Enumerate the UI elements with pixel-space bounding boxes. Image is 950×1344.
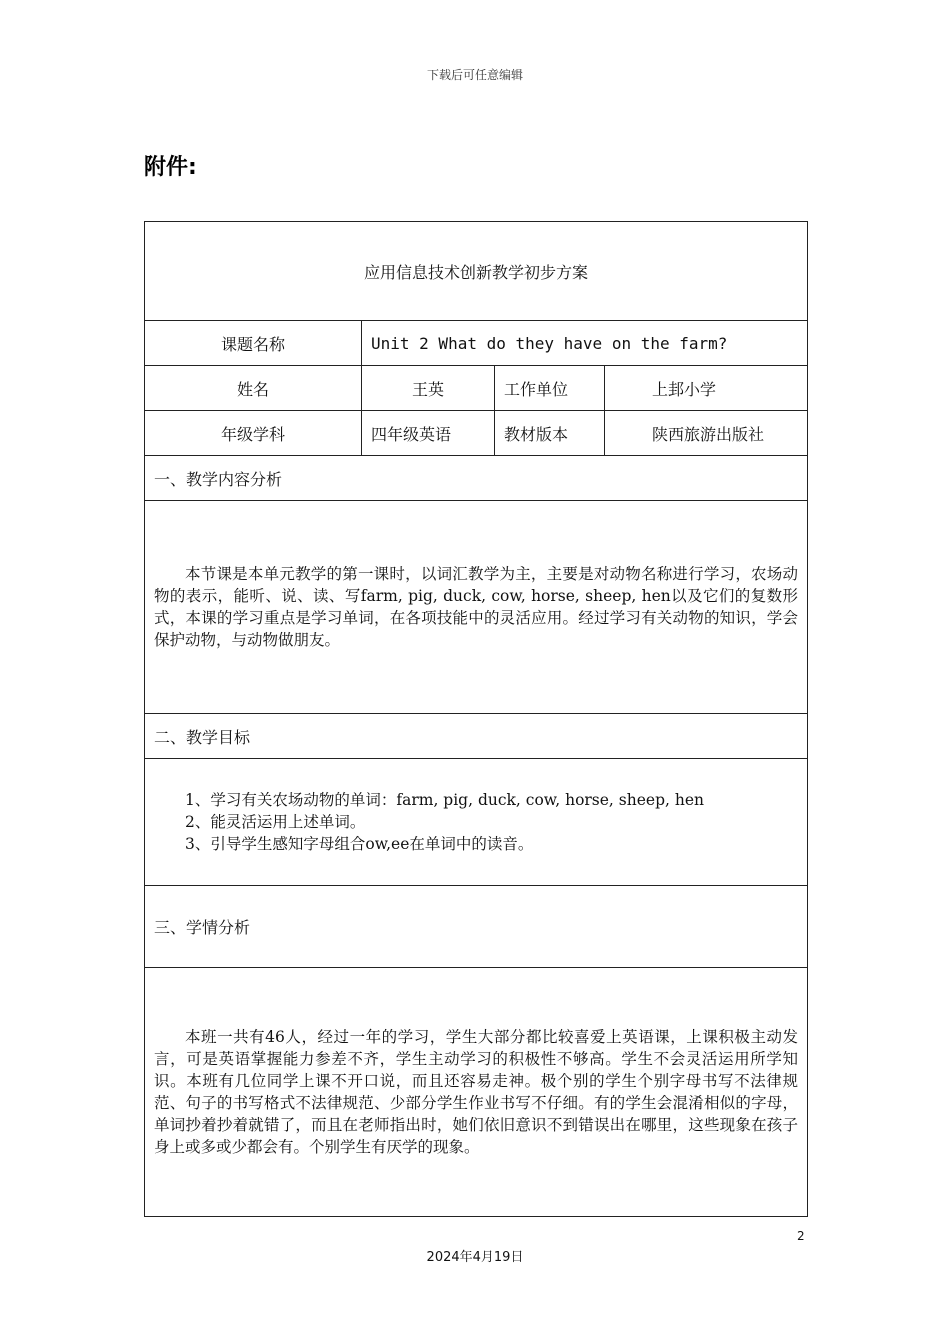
topic-label: 课题名称	[145, 321, 362, 366]
grade-value: 四年级英语	[362, 411, 495, 456]
attachment-title: 附件:	[144, 155, 197, 180]
grade-label: 年级学科	[145, 411, 362, 456]
name-value: 王英	[362, 366, 495, 411]
section2-heading: 二、教学目标	[145, 714, 808, 759]
section1-text: 本节课是本单元教学的第一课时，以词汇教学为主，主要是对动物名称进行学习，农场动物的表示，能听、说、读、写farm, pig, duck, cow, horse, sheep, hen以及它们的复数形式，本课的学习重点是学习单词，在各项技能中的灵活应用。经过学习有关动物的知识，学会保护动物，与动物做朋友。	[154, 565, 799, 649]
objective-item: 3、引导学生感知字母组合ow,ee在单词中的读音。	[185, 835, 534, 853]
section1-heading: 一、教学内容分析	[145, 456, 808, 501]
section3-heading: 三、学情分析	[145, 886, 808, 968]
objective-item: 2、能灵活运用上述单词。	[185, 813, 366, 831]
edition-value: 陕西旅游出版社	[605, 411, 808, 456]
table-title: 应用信息技术创新教学初步方案	[145, 222, 808, 321]
edition-label: 教材版本	[495, 411, 605, 456]
header-note: 下载后可任意编辑	[426, 68, 523, 82]
objective-item: 1、学习有关农场动物的单词：farm, pig, duck, cow, horse, sheep, hen	[185, 791, 704, 809]
topic-value: Unit 2 What do they have on the farm?	[362, 321, 808, 366]
objectives-list	[145, 759, 808, 886]
workplace-label: 工作单位	[495, 366, 605, 411]
section3-text: 本班一共有46人，经过一年的学习，学生大部分都比较喜爱上英语课，上课积极主动发言，可是英语掌握能力参差不齐，学生主动学习的积极性不够高。学生不会灵活运用所学知识。本班有几位同学上课不开口说，而且还容易走神。极个别的学生个别字母书写不法律规范、句子的书写格式不法律规范、少部分学生作业书写不仔细。有的学生会混淆相似的字母，单词抄着抄着就错了，而且在老师指出时，她们依旧意识不到错误出在哪里，这些现象在孩子身上或多或少都会有。个别学生有厌学的现象。	[154, 1028, 799, 1156]
page-number: 2	[797, 1229, 805, 1243]
workplace-value: 上邽小学	[605, 366, 808, 411]
name-label: 姓名	[145, 366, 362, 411]
footer-date: 2024年4月19日	[426, 1250, 524, 1265]
plan-table	[144, 221, 808, 1217]
